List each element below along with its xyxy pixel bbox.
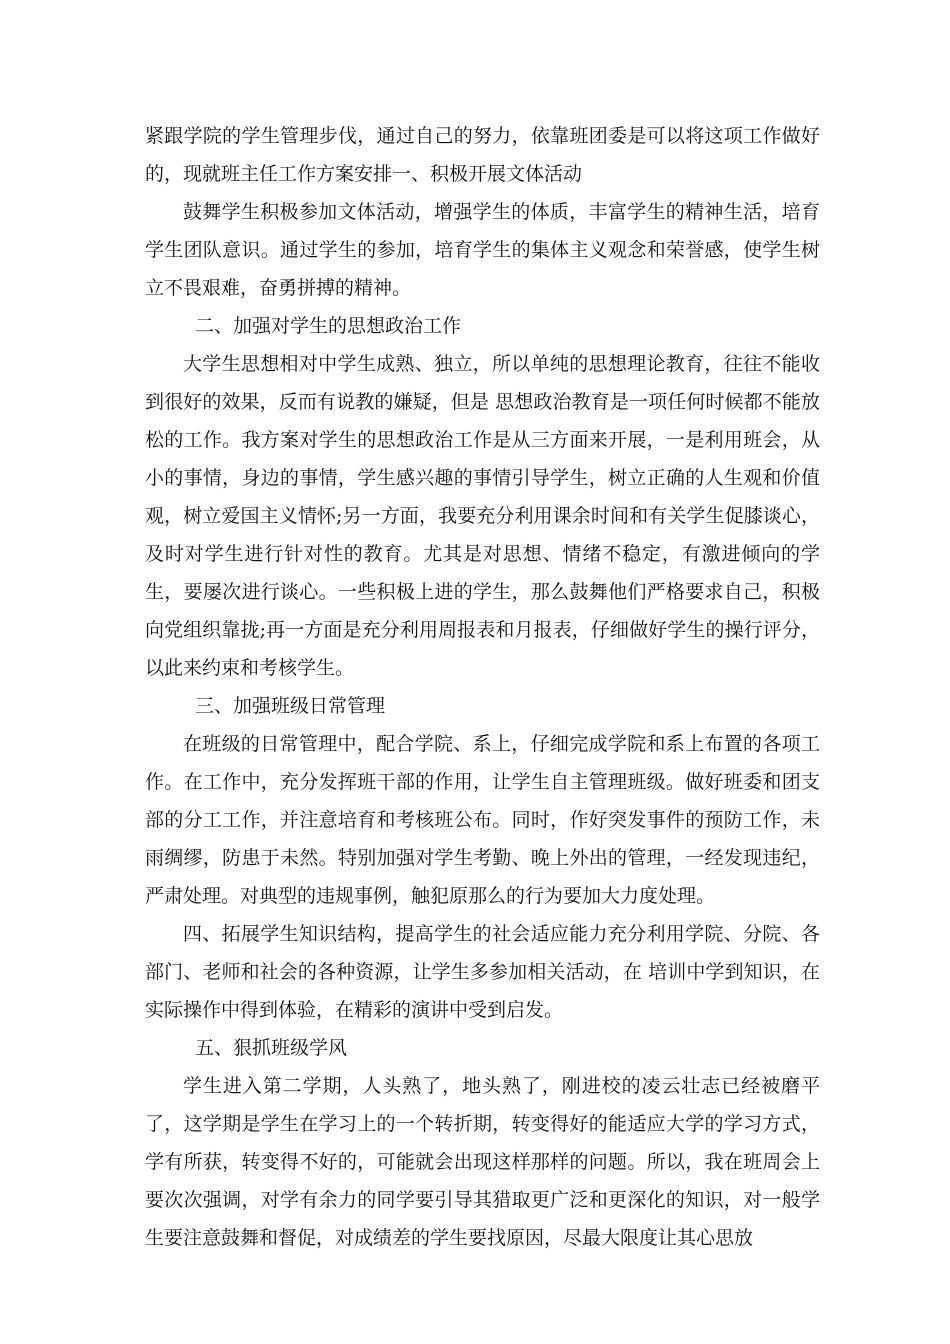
paragraph-sports-activities: 鼓舞学生积极参加文体活动，增强学生的体质，丰富学生的精神生活，培育学生团队意识。通过学生的参加，培育学生的集体主义观念和荣誉感，使学生树立不畏艰难，奋勇拼搏的精神。 (145, 201, 820, 299)
paragraph-intro: 紧跟学院的学生管理步伐，通过自己的努力，依靠班团委是可以将这项工作做好的，现就班主任工作方案安排一、积极开展文体活动 (145, 125, 820, 185)
paragraph-political-work: 大学生思想相对中学生成熟、独立，所以单纯的思想理论教育，往往不能收到很好的效果，反而有说教的嫌疑，但是 思想政治教育是一项任何时候都不能放松的工作。我方案对学生的思想政治工作是从三方面来开展，一是利用班会，从小的事情，身边的事情，学生感兴趣的事情引导学生，树立正确的人生观和价值观，树立爱国主义情怀;另一方面，我要充分利用课余时间和有关学生促膝谈心，及时对学生进行针对性的教育。尤其是对思想、情绪不稳定，有激进倾向的学生，要屡次进行谈心。一些积极上进的学生，那么鼓舞他们严格要求自己，积极向党组织靠拢;再一方面是充分利用周报表和月报表，仔细做好学生的操行评分，以此来约束和考核学生。 (145, 353, 820, 679)
document-body (145, 117, 820, 1257)
section-heading-study-style: 五、狠抓班级学风 (195, 1037, 348, 1059)
section-heading-political-work: 二、加强对学生的思想政治工作 (195, 315, 462, 337)
paragraph-study-style: 学生进入第二学期，人头熟了，地头熟了，刚进校的凌云壮志已经被磨平了，这学期是学生在学习上的一个转折期，转变得好的能适应大学的学习方式，学有所获，转变得不好的，可能就会出现这样那样的问题。所以，我在班周会上要次次强调，对学有余力的同学要引导其猎取更广泛和更深化的知识，对一般学生要注意鼓舞和督促，对成绩差的学生要找原因，尽最大限度让其心思放 (145, 1075, 820, 1249)
paragraph-knowledge-structure: 四、拓展学生知识结构，提高学生的社会适应能力充分利用学院、分院、各部门、老师和社会的各种资源，让学生多参加相关活动，在 培训中学到知识，在实际操作中得到体验，在精彩的演讲中受到启发。 (145, 923, 820, 1021)
section-heading-daily-management: 三、加强班级日常管理 (195, 695, 386, 717)
paragraph-daily-management: 在班级的日常管理中，配合学院、系上，仔细完成学院和系上布置的各项工作。在工作中，充分发挥班干部的作用，让学生自主管理班级。做好班委和团支部的分工工作，并注意培育和考核班公布。同时，作好突发事件的预防工作，未雨绸缪，防患于未然。特别加强对学生考勤、晚上外出的管理，一经发现违纪，严肃处理。对典型的违规事例，触犯原那么的行为要加大力度处理。 (145, 733, 820, 907)
